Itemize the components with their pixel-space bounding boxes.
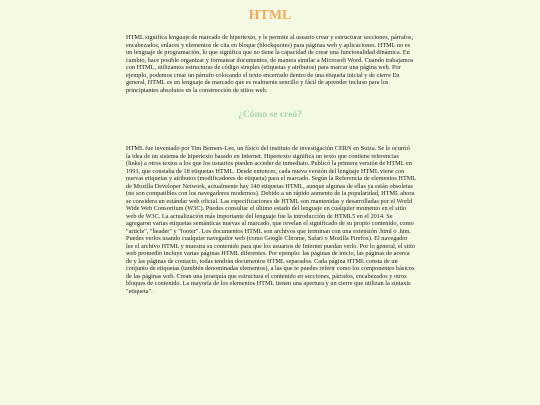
page-title: HTML — [248, 8, 292, 23]
intro-paragraph: HTML significa lenguaje de marcado de hipertexto, y le permite al usuario crear y estructurar secciones, párrafos, encabezados, enlaces y elementos de cita en bloque (blockquotes) para páginas web y aplicaciones. HTML no es un lenguaje de programación, lo que significa que no tiene la capacidad de crear una funcionalidad dinámica. En cambio, hace posible organizar y formatear documentos, de manera similar a Microsoft Word. Cuando trabajamos con HTML, utilizamos estructuras de código simples (etiquetas y atributos) para marcar una página web. Por ejemplo, podemos crear un párrafo colocando el texto encerrado dentro de una etiqueta inicial y de cierre En general, HTML es un lenguaje de marcado que es realmente sencillo y fácil de aprender incluso para los principiantes absolutos en la construcción de sitios web. — [126, 34, 414, 94]
section-heading: ¿Cómo se creó? — [238, 110, 302, 120]
history-paragraph: HTML fue inventado por Tim Berners-Lee, un físico del instituto de investigación CERN en Suiza. Se le ocurrió la idea de un sistema de hipertexto basado en Internet. Hipertexto significa un texto que contiene referencias (links) a otros textos a los que los usuarios pueden acceder de inmediato. Publicó la primera versión de HTML en 1991, que constaba de 18 etiquetas HTML. Desde entonces, cada nueva versión del lenguaje HTML viene con nuevas etiquetas y atributos (modificadores de etiqueta) para el marcado. Según la Referencia de elementos HTML de Mozilla Developer Network, actualmente hay 140 etiquetas HTML, aunque algunas de ellas ya están obsoletas (no son compatibles con los navegadores modernos). Debido a un rápido aumento de la popularidad, HTML ahora se considera un estándar web oficial. Las especificaciones de HTML son mantenidas y desarrolladas por el World Wide Web Consortium (W3C). Puedes consultar el último estado del lenguaje en cualquier momento en el sitio web de W3C. La actualización más importante del lenguaje fue la introducción de HTML5 en el 2014. Se agregaron varias etiquetas semánticas nuevas al marcado, que revelan el significado de su propio contenido, como "article", "header" y "footer". Los documentos HTML son archivos que terminan con una extensión .html o .htm. Puedes verlos usando cualquier navegador web (como Google Chrome, Safari o Mozilla Firefox). El navegador lee el archivo HTML y muestra su contenido para que los usuarios de Internet puedan verlo. Por lo general, el sitio web promedio incluye varias páginas HTML diferentes. Por ejemplo: las páginas de inicio, las páginas de acerca de y las páginas de contacto, todas tendrán documentos HTML separados. Cada página HTML consta de un conjunto de etiquetas (también denominadas elementos), a las que te puedes referir como los componentes básicos de las páginas web. Crean una jerarquía que estructura el contenido en secciones, párrafos, encabezados y otros bloques de contenido. La mayoría de los elementos HTML tienen una apertura y un cierre que utilizan la sintaxis "etiqueta". — [126, 145, 417, 295]
